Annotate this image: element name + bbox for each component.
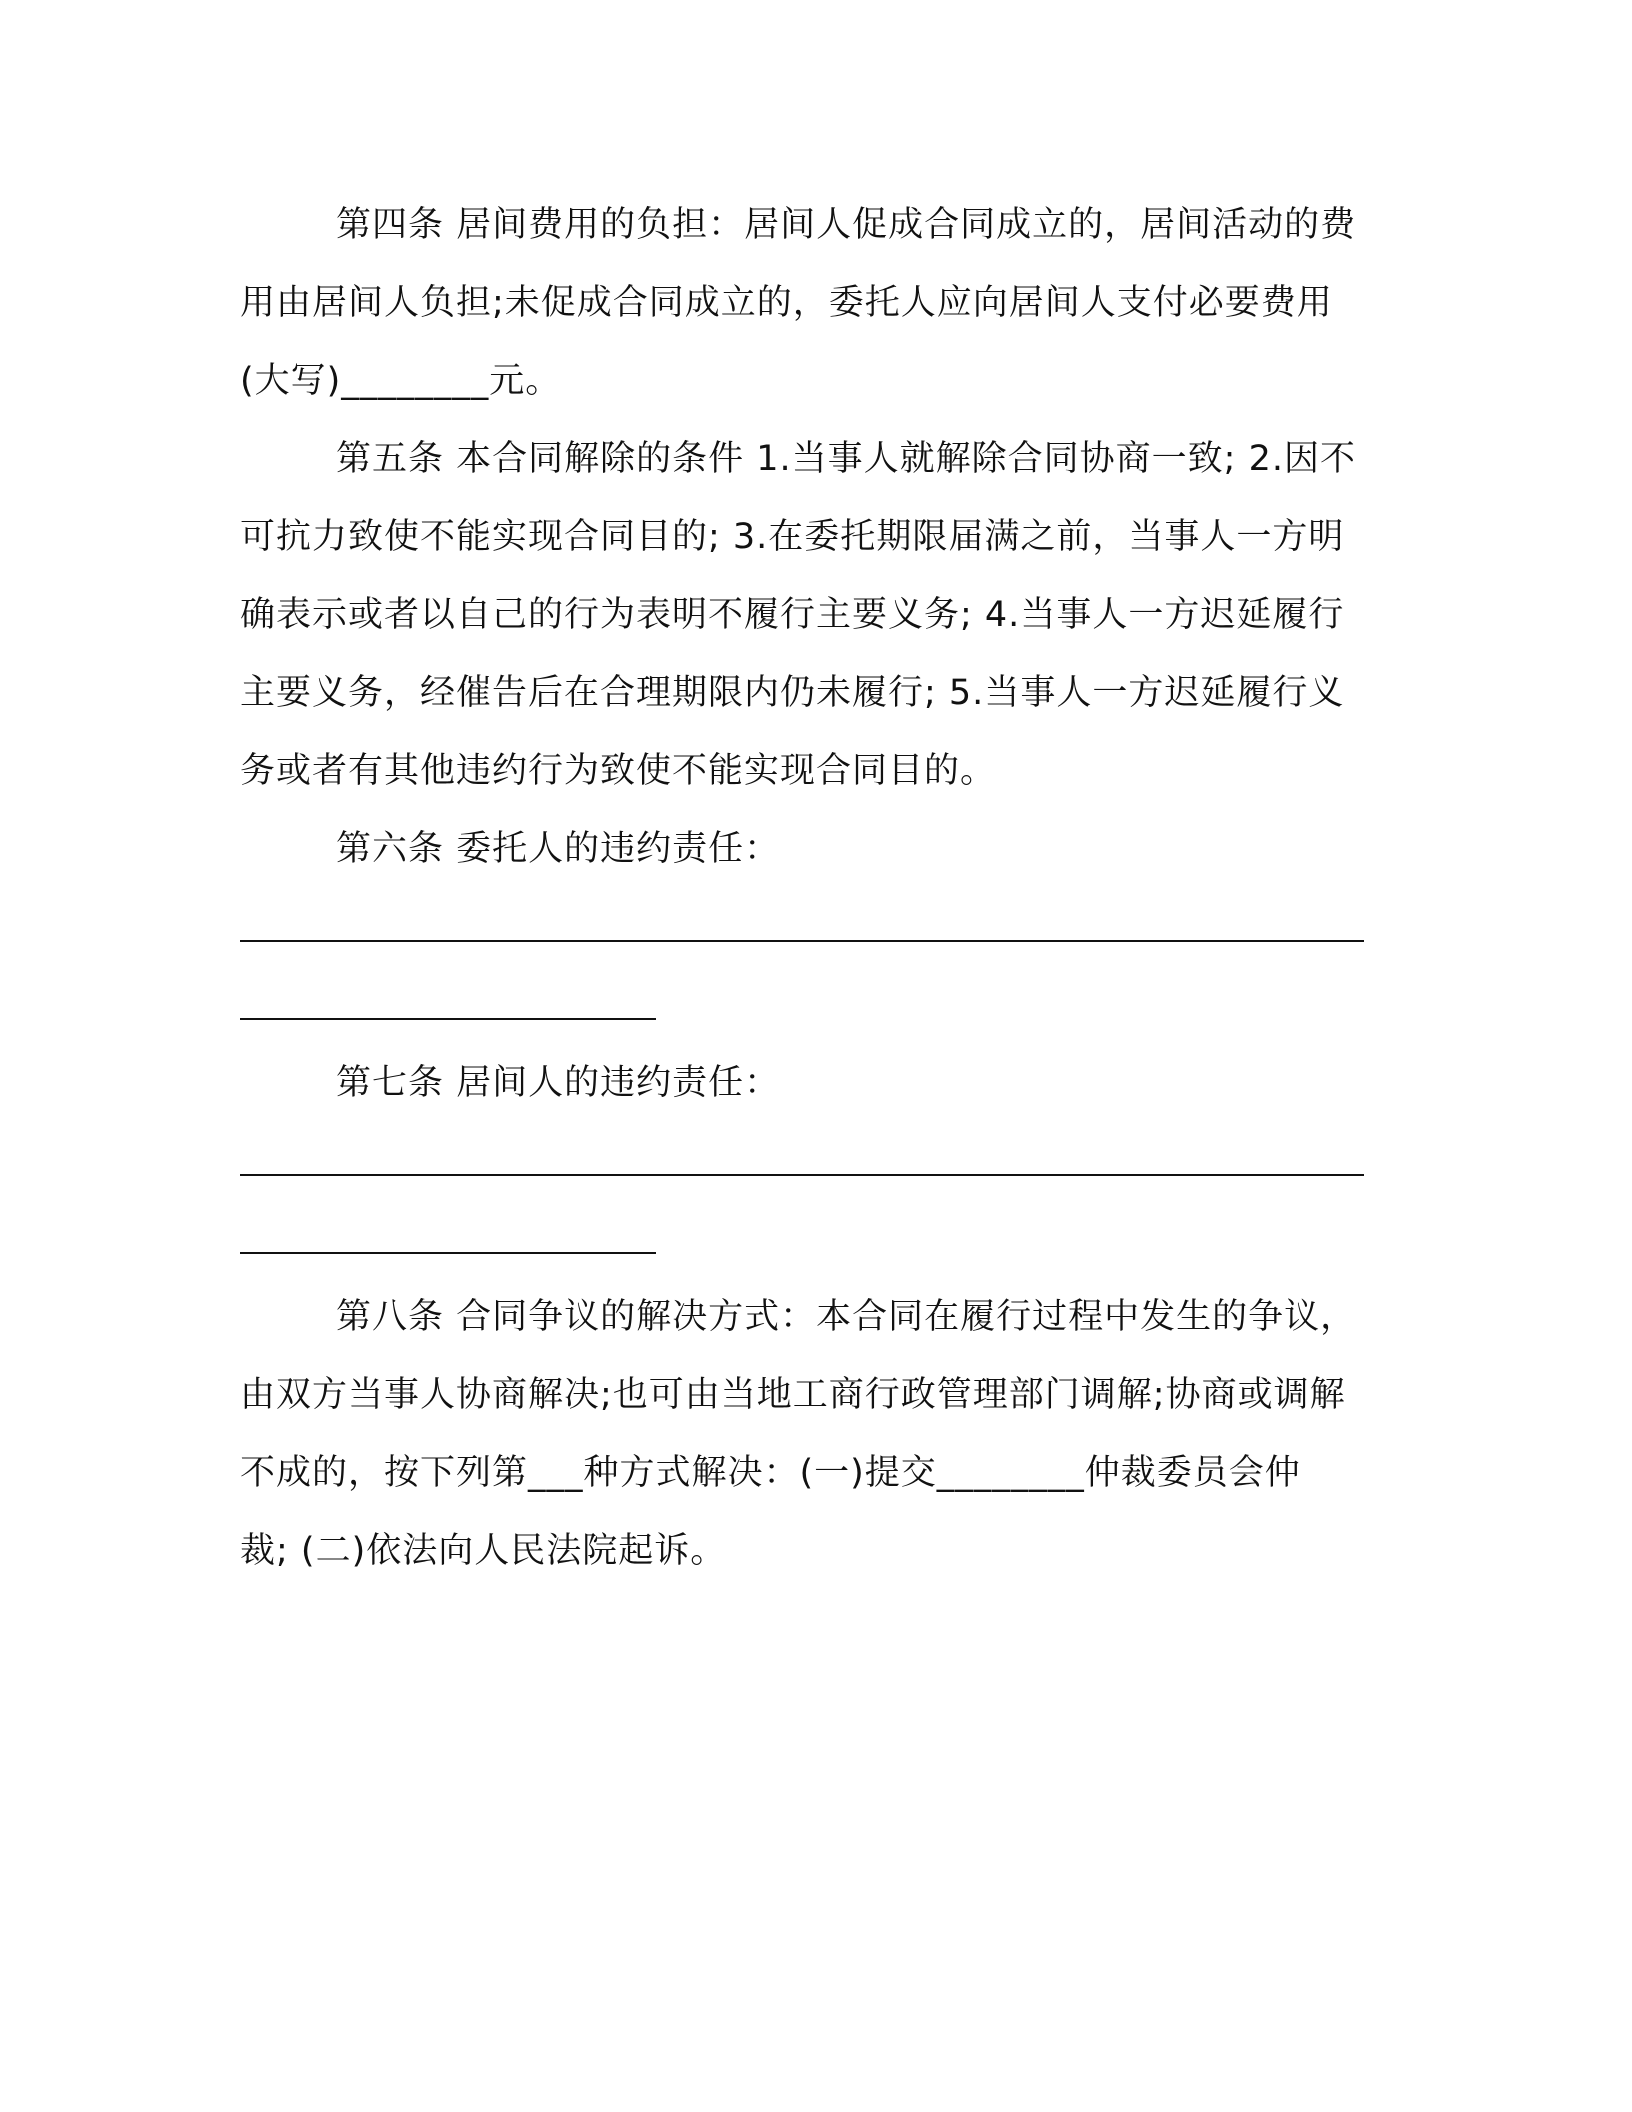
article-8-line-1: 第八条 合同争议的解决方式：本合同在履行过程中发生的争议，: [336, 1297, 1357, 1337]
document-body: [240, 186, 1380, 1590]
article-5-line-5: 务或者有其他违约行为致使不能实现合同目的。: [240, 751, 997, 791]
fill-in-rule: [240, 1252, 656, 1254]
article-7-heading: 第七条 居间人的违约责任：: [336, 1063, 781, 1103]
article-8: [240, 1278, 1380, 1590]
article-8-line-3: 不成的，按下列第___种方式解决：(一)提交________仲裁委员会仲: [240, 1453, 1301, 1493]
article-5-line-3: 确表示或者以自己的行为表明不履行主要义务; 4.当事人一方迟延履行: [240, 595, 1345, 635]
article-6: [240, 810, 1380, 1044]
article-4-line-3: (大写)________元。: [240, 361, 562, 401]
article-6-heading: 第六条 委托人的违约责任：: [336, 829, 781, 869]
article-4: [240, 186, 1380, 420]
article-4-line-1: 第四条 居间费用的负担：居间人促成合同成立的，居间活动的费: [336, 205, 1357, 245]
article-5: [240, 420, 1380, 810]
article-7-blank-line-1: [240, 1122, 1380, 1200]
article-4-line-2: 用由居间人负担;未促成合同成立的，委托人应向居间人支付必要费用: [240, 283, 1333, 323]
fill-in-rule: [240, 940, 1364, 942]
fill-in-rule: [240, 1018, 656, 1020]
article-5-line-4: 主要义务，经催告后在合理期限内仍未履行; 5.当事人一方迟延履行义: [240, 673, 1345, 713]
article-6-blank-line-1: [240, 888, 1380, 966]
article-7: [240, 1044, 1380, 1278]
article-6-blank-line-2: [240, 966, 1380, 1044]
article-8-line-2: 由双方当事人协商解决;也可由当地工商行政管理部门调解;协商或调解: [240, 1375, 1346, 1415]
article-7-blank-line-2: [240, 1200, 1380, 1278]
article-5-line-2: 可抗力致使不能实现合同目的; 3.在委托期限届满之前，当事人一方明: [240, 517, 1345, 557]
article-5-line-1: 第五条 本合同解除的条件 1.当事人就解除合同协商一致; 2.因不: [336, 439, 1356, 479]
fill-in-rule: [240, 1174, 1364, 1176]
article-8-line-4: 裁; (二)依法向人民法院起诉。: [240, 1531, 727, 1571]
